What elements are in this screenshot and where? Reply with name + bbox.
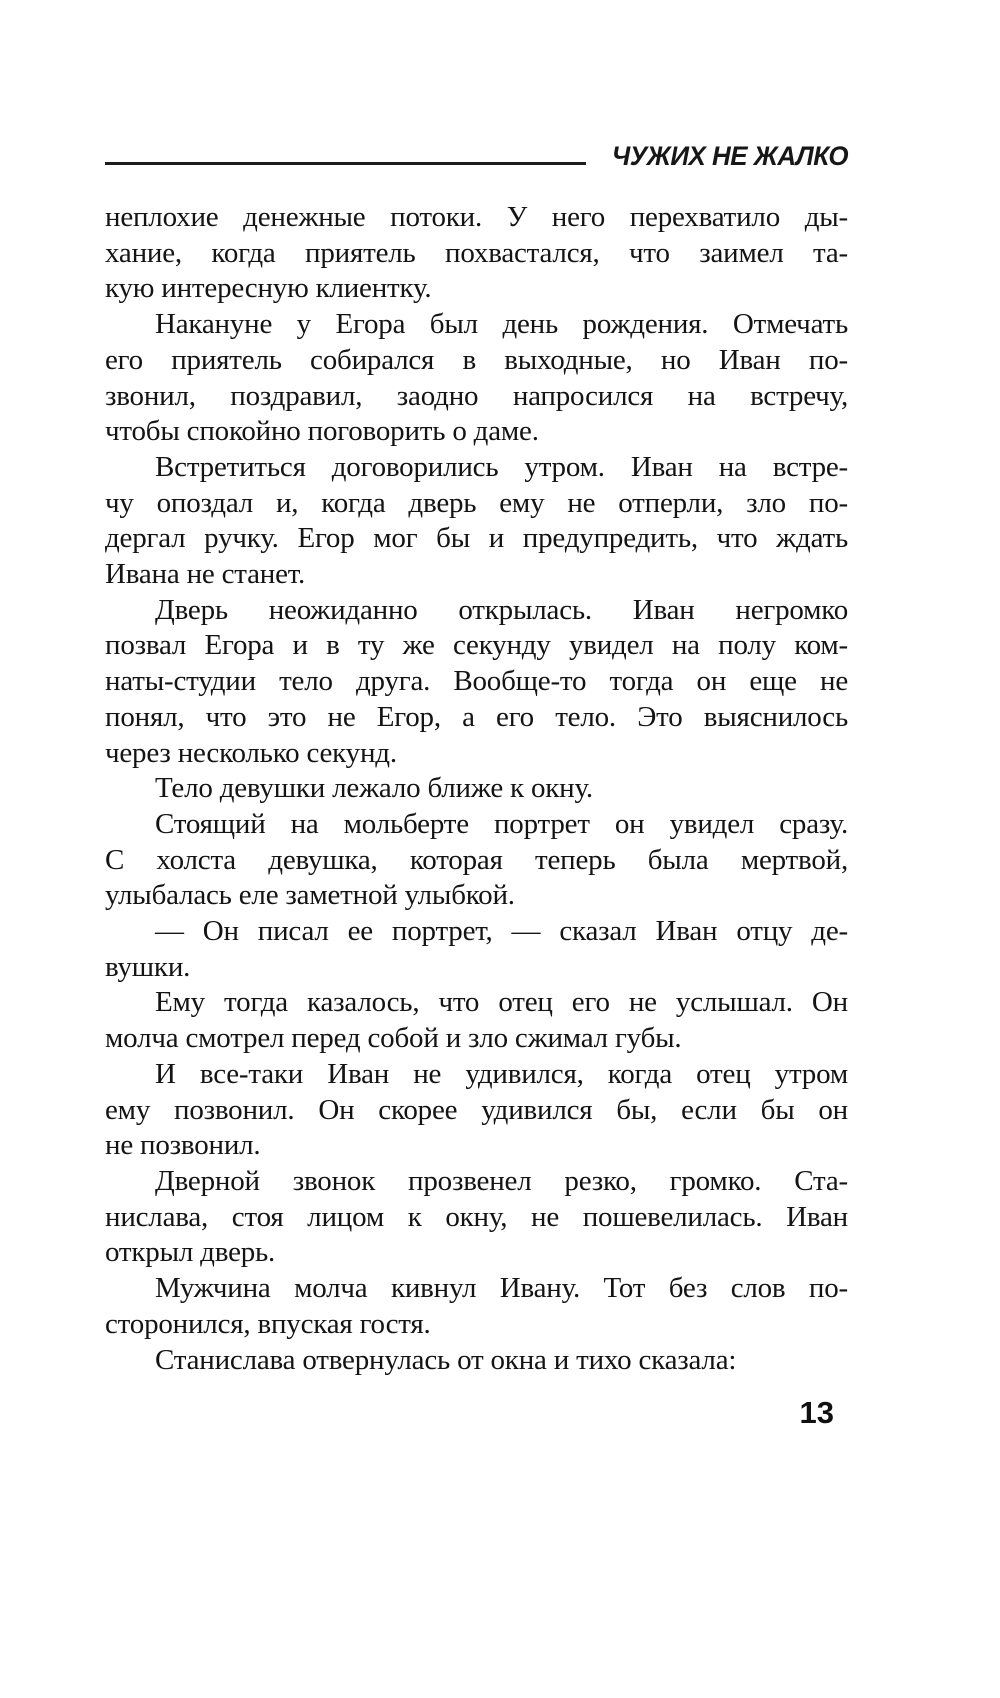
paragraph [105,307,848,450]
running-head-title: ЧУЖИХ НЕ ЖАЛКО [611,141,848,171]
text-line: молча смотрел перед собой и зло сжимал губы. [105,1022,682,1055]
text-line: наты-студии тело друга. Вообще-то тогда он еще не [105,665,848,698]
paragraph [105,1057,848,1164]
book-page [0,136,1000,1698]
paragraph [105,593,848,772]
header-rule [105,162,586,165]
text-line: Ему тогда казалось, что отец его не услышал. Он [155,986,848,1019]
text-line: позвал Егора и в ту же секунду увидел на полу ком- [105,629,848,662]
text-line: Дверной звонок прозвенел резко, громко. Ста- [155,1164,848,1197]
text-line: Встретиться договорились утром. Иван на встре- [155,450,848,483]
text-line: открыл дверь. [105,1236,276,1269]
text-line: Стоящий на мольберте портрет он увидел сразу. [155,807,848,840]
text-line: не позвонил. [105,1129,261,1162]
text-line: сторонился, впуская гостя. [105,1307,431,1340]
paragraph [105,985,848,1056]
paragraph [105,914,848,985]
text-line: Накануне у Егора был день рождения. Отмечать [155,308,848,341]
text-line: неплохие денежные потоки. У него перехватило ды- [105,201,848,233]
text-line: через несколько секунд. [105,736,397,769]
text-line: — Он писал ее портрет, — сказал Иван отцу де- [155,915,848,948]
text-line: Станислава отвернулась от окна и тихо сказала: [155,1343,737,1376]
paragraph [105,200,848,307]
text-line: кую интересную клиентку. [105,272,432,305]
text-line: Мужчина молча кивнул Ивану. Тот без слов по- [155,1272,848,1305]
text-line: Ивана не станет. [105,558,306,591]
text-line: Тело девушки лежало ближе к окну. [155,772,593,805]
paragraph [105,1164,848,1271]
paragraph [105,1343,848,1379]
paragraph [105,771,848,807]
paragraph [105,450,848,593]
text-line: И все-таки Иван не удивился, когда отец утром [155,1057,848,1090]
text-line: ему позвонил. Он скорее удивился бы, если бы он [105,1093,848,1126]
paragraph [105,1271,848,1342]
text-line: звонил, поздравил, заодно напросился на встречу, [105,379,848,412]
text-line: чтобы спокойно поговорить о даме. [105,415,539,448]
text-line: хание, когда приятель похвастался, что заимел та- [105,236,848,269]
text-line: С холста девушка, которая теперь была мертвой, [105,843,848,876]
page-number: 13 [799,1395,834,1431]
body-text [105,200,848,1378]
text-line: чу опоздал и, когда дверь ему не отперли, зло по- [105,486,848,519]
text-line: дергал ручку. Егор мог бы и предупредить, что ждать [105,522,848,555]
text-line: понял, что это не Егор, а его тело. Это выяснилось [105,700,848,733]
text-line: улыбалась еле заметной улыбкой. [105,879,515,912]
text-line: вушки. [105,950,191,983]
paragraph [105,807,848,914]
text-line: Дверь неожиданно открылась. Иван негромко [155,593,848,626]
text-line: его приятель собирался в выходные, но Иван по- [105,343,848,376]
running-head [105,136,848,170]
text-line: нислава, стоя лицом к окну, не пошевелилась. Иван [105,1200,848,1233]
